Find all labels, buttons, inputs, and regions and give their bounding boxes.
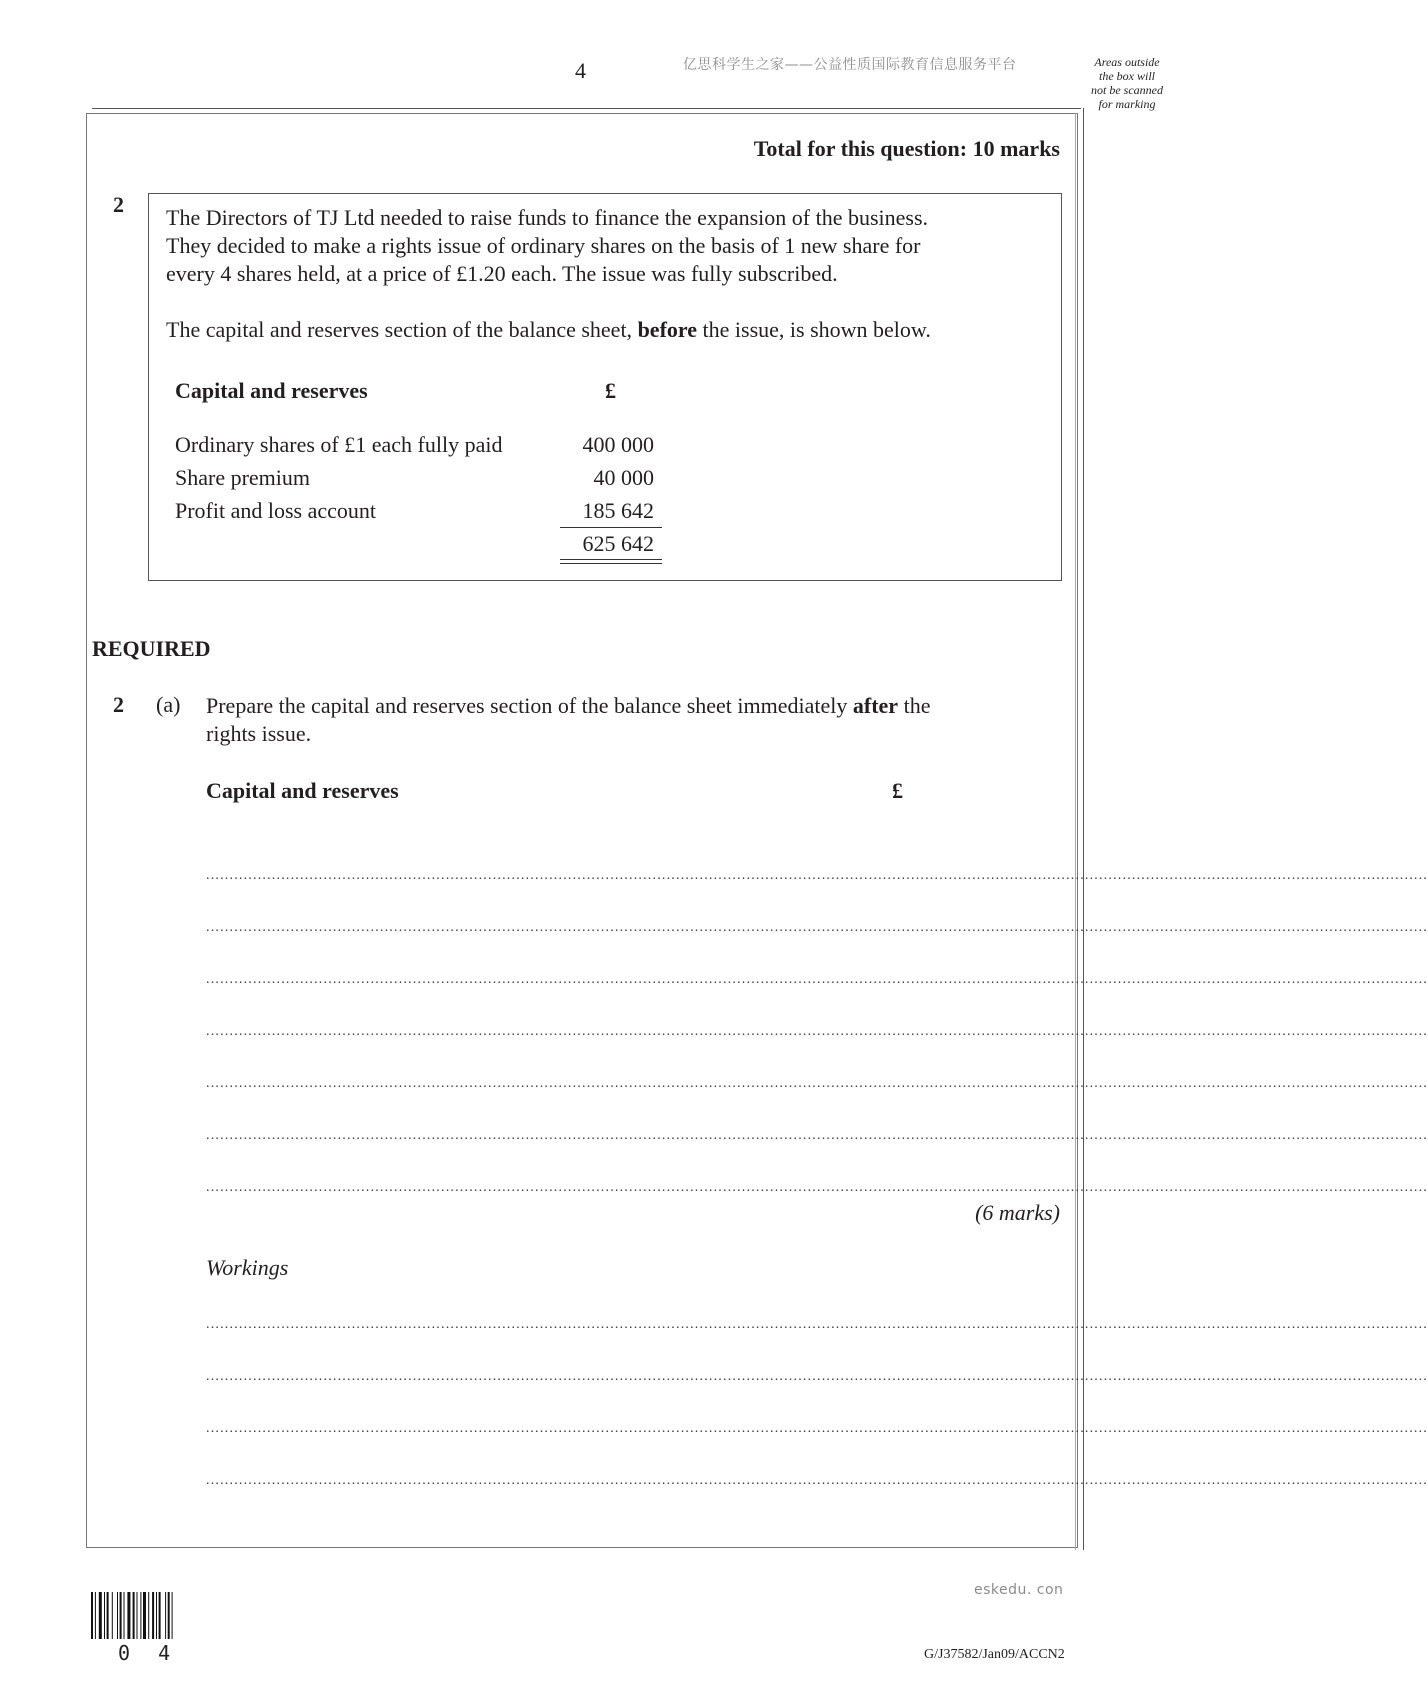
instruction-line: rights issue.	[206, 721, 312, 746]
barcode-icon	[91, 1592, 199, 1639]
answer-line[interactable]: ....................................................................................................................................................................................................................................................................	[206, 1180, 1428, 1195]
page-number: 4	[575, 58, 586, 83]
answer-line[interactable]: ....................................................................................................................................................................................................................................................................	[206, 972, 1428, 987]
answer-heading: Capital and reserves	[206, 778, 399, 803]
header-rule	[92, 108, 1081, 109]
part-a-instruction	[206, 692, 1056, 748]
answer-area-inner-border	[1075, 113, 1076, 1550]
intro-line: every 4 shares held, at a price of £1.20 each. The issue was fully subscribed.	[166, 261, 838, 286]
workings-line[interactable]: ....................................................................................................................................................................................................................................................................	[206, 1421, 1428, 1436]
margin-note-line: Areas outside	[1094, 55, 1160, 69]
instruction-text: Prepare the capital and reserves section of the balance sheet immediately	[206, 693, 853, 718]
instruction-line	[206, 692, 1056, 720]
part-label: (a)	[156, 692, 181, 717]
barcode-digits: 0 4	[118, 1641, 179, 1665]
required-heading: REQUIRED	[92, 636, 211, 661]
answer-line[interactable]: ....................................................................................................................................................................................................................................................................	[206, 868, 1428, 883]
answer-line[interactable]: ....................................................................................................................................................................................................................................................................	[206, 1128, 1428, 1143]
question-intro	[166, 204, 1046, 288]
workings-line[interactable]: ....................................................................................................................................................................................................................................................................	[206, 1317, 1428, 1332]
workings-label: Workings	[206, 1255, 289, 1280]
margin-rule	[1083, 108, 1084, 1550]
intro-line: They decided to make a rights issue of ordinary shares on the basis of 1 new share for	[166, 233, 921, 258]
footer-site-text: eskedu. con	[974, 1582, 1064, 1598]
table-row-label: Profit and loss account	[175, 498, 377, 523]
part-number: 2	[113, 692, 124, 717]
answer-line[interactable]: ....................................................................................................................................................................................................................................................................	[206, 920, 1428, 935]
intro-line: The Directors of TJ Ltd needed to raise funds to finance the expansion of the business.	[166, 205, 929, 230]
margin-note-line: not be scanned	[1091, 83, 1163, 97]
total-marks-line: Total for this question: 10 marks	[753, 136, 1060, 161]
table-row-value: 185 642	[582, 498, 654, 523]
table-row-label: Ordinary shares of £1 each fully paid	[175, 432, 503, 457]
margin-note-line: for marking	[1098, 97, 1156, 111]
workings-line[interactable]: ....................................................................................................................................................................................................................................................................	[206, 1369, 1428, 1384]
marks-allocation: (6 marks)	[975, 1200, 1060, 1225]
margin-note-line: the box will	[1099, 69, 1155, 83]
table-heading: Capital and reserves	[175, 378, 368, 403]
sentence-text: The capital and reserves section of the balance sheet,	[166, 317, 638, 342]
answer-currency: £	[892, 778, 903, 803]
table-currency: £	[605, 378, 616, 403]
answer-line[interactable]: ....................................................................................................................................................................................................................................................................	[206, 1024, 1428, 1039]
instruction-emphasis: after	[852, 693, 899, 718]
instruction-text: the	[898, 693, 931, 718]
sentence-emphasis: before	[637, 317, 698, 342]
balance-sheet-sentence	[166, 316, 1046, 344]
sentence-text: the issue, is shown below.	[697, 317, 931, 342]
subtotal-rule	[560, 527, 662, 528]
watermark-text: 亿思科学生之家——公益性质国际教育信息服务平台	[683, 57, 1017, 73]
table-total-value: 625 642	[582, 531, 654, 556]
table-row-label: Share premium	[175, 465, 311, 490]
table-row-value: 400 000	[582, 432, 654, 457]
paper-code: G/J37582/Jan09/ACCN2	[924, 1647, 1065, 1662]
total-double-rule	[560, 559, 662, 560]
question-number: 2	[113, 192, 124, 217]
total-double-rule	[560, 563, 662, 564]
margin-note	[1078, 55, 1176, 111]
workings-line[interactable]: ....................................................................................................................................................................................................................................................................	[206, 1473, 1428, 1488]
answer-line[interactable]: ....................................................................................................................................................................................................................................................................	[206, 1076, 1428, 1091]
table-row-value: 40 000	[593, 465, 654, 490]
